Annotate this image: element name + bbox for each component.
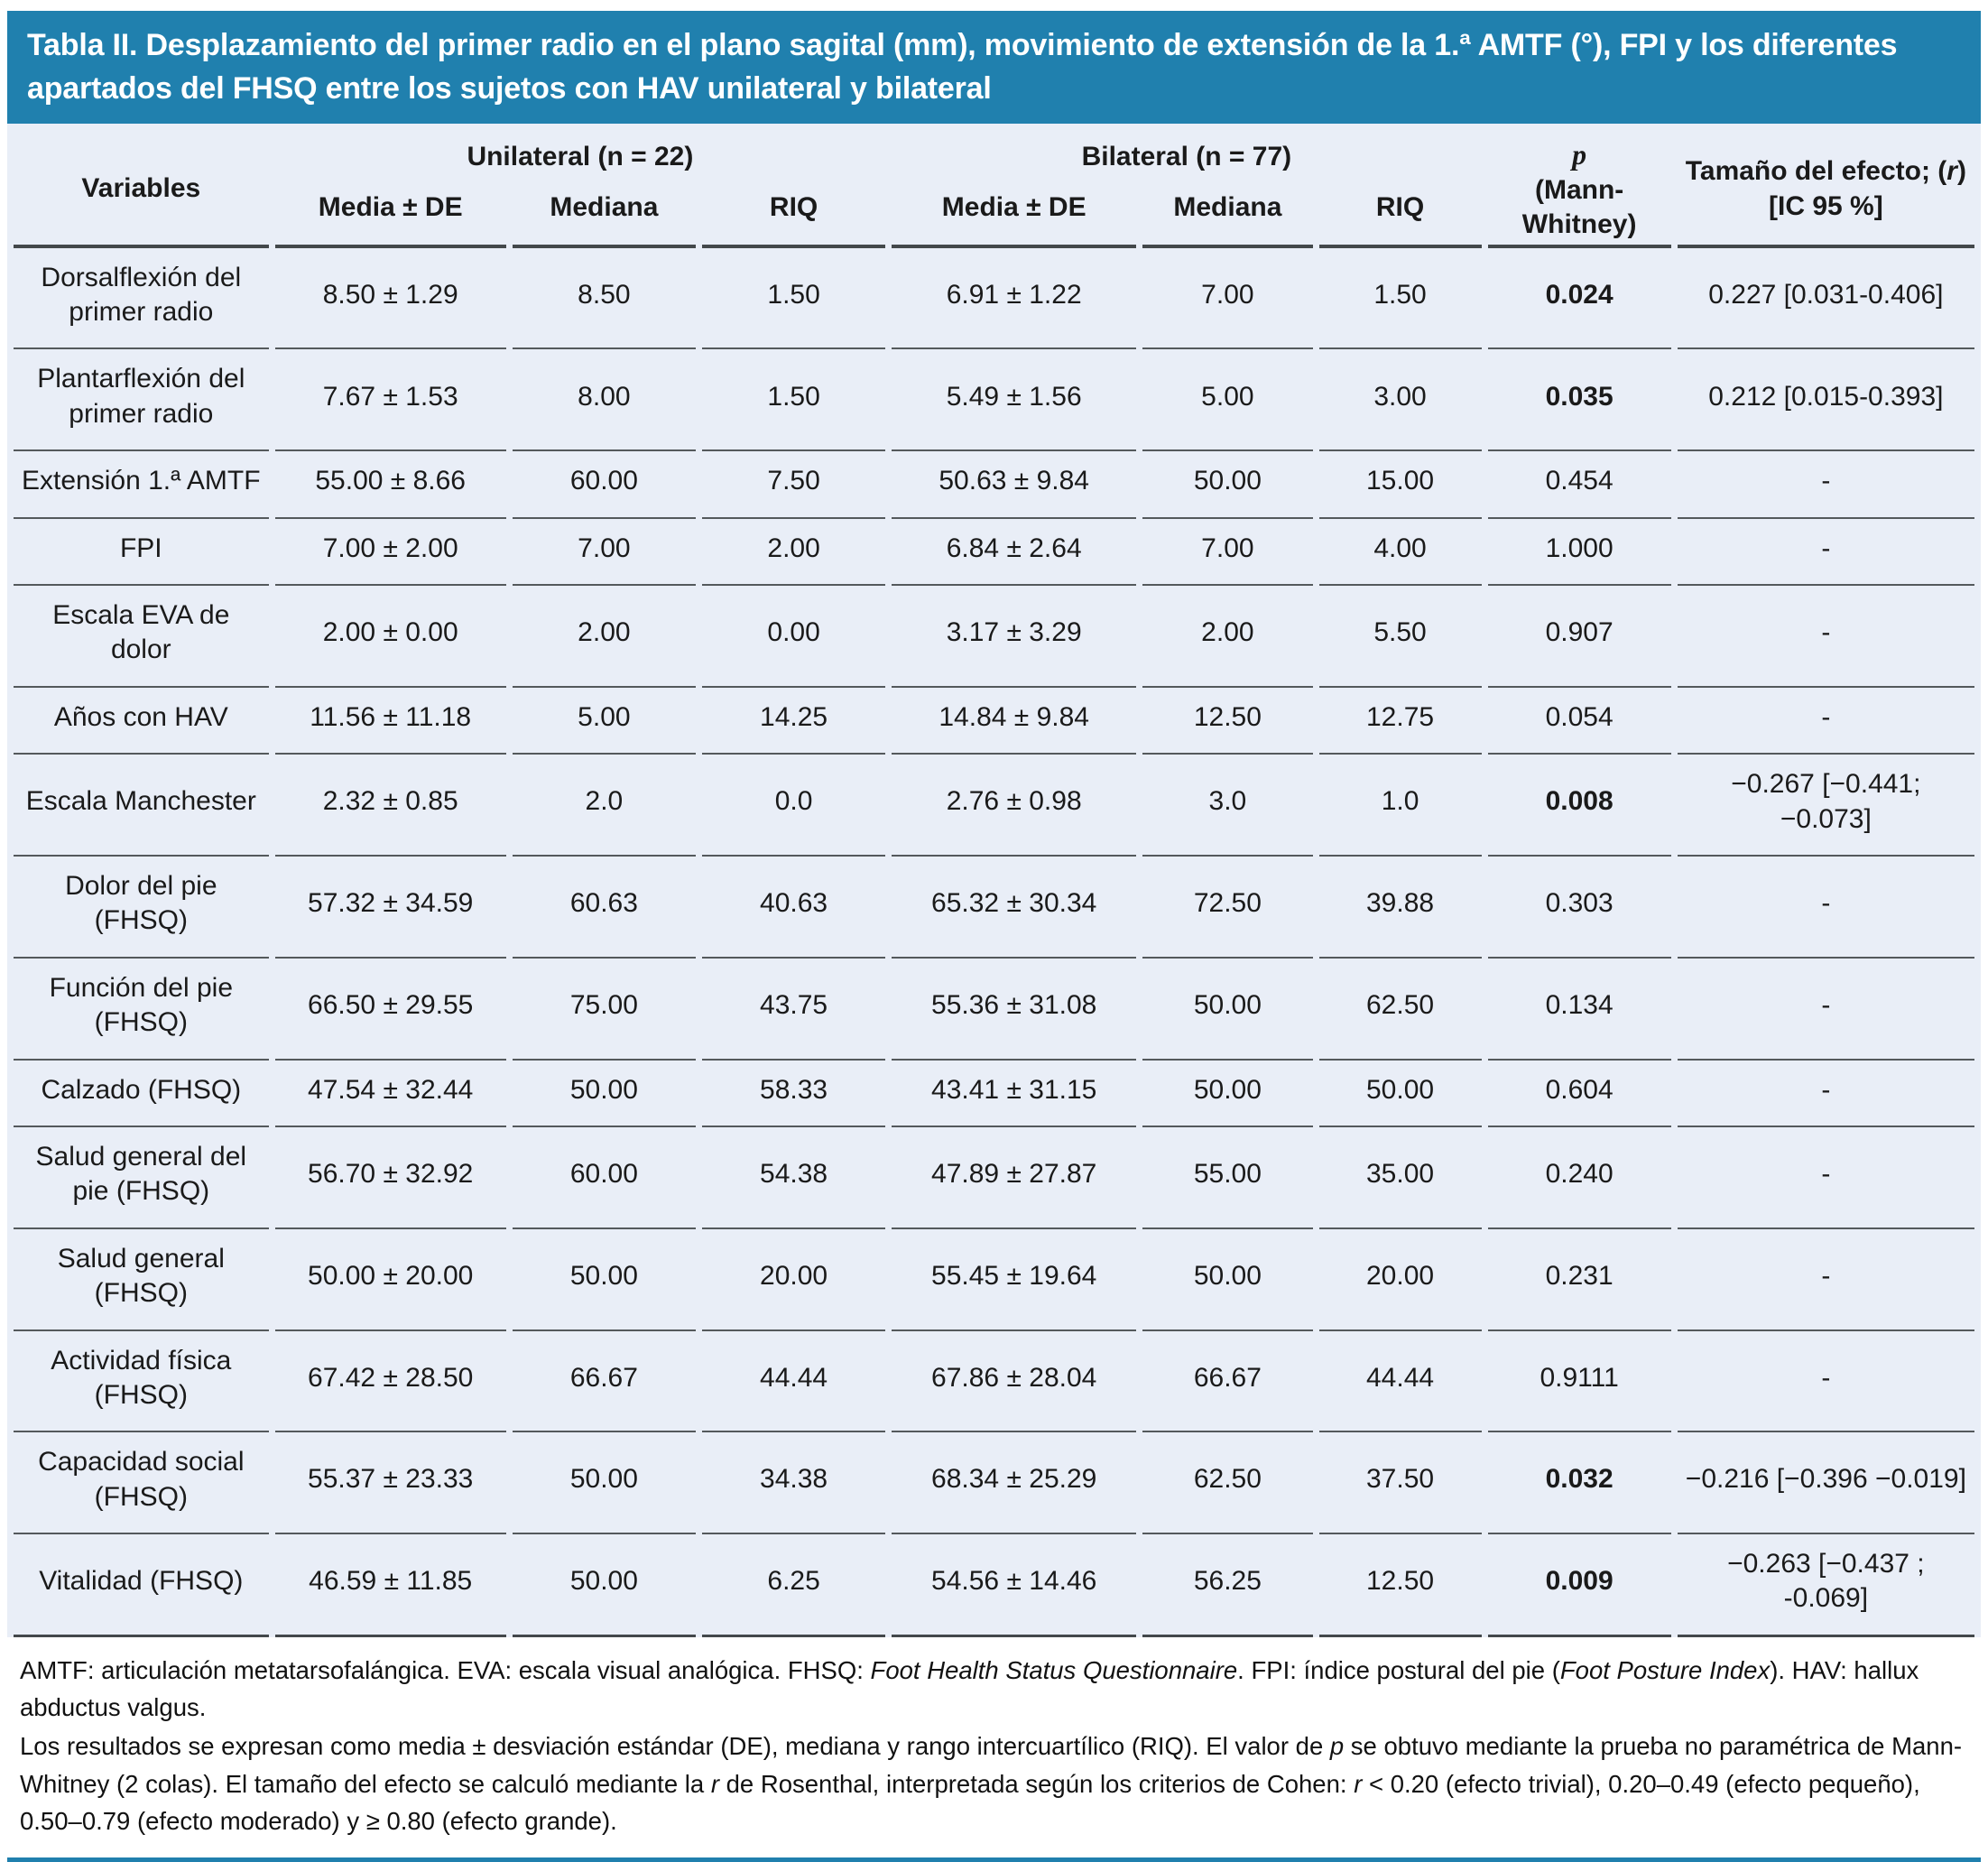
bilateral-mean-cell: 43.41 ± 31.15 [892,1061,1136,1127]
p-value-cell: 0.604 [1488,1061,1671,1127]
bilateral-riq-cell: 39.88 [1319,857,1482,959]
bilateral-median-cell: 72.50 [1142,857,1312,959]
effect-size-cell: - [1678,1331,1974,1433]
p-value-cell: 0.035 [1488,349,1671,451]
p-value-cell: 0.054 [1488,688,1671,755]
p-value-cell: 0.024 [1488,248,1671,350]
table-row [14,586,1974,688]
unilateral-riq-cell: 43.75 [702,959,885,1061]
unilateral-median-cell: 8.00 [513,349,696,451]
bilateral-riq-cell: 12.50 [1319,1534,1482,1637]
unilateral-riq-cell: 0.0 [702,755,885,857]
subheader-bil-media-de: Media ± DE [892,181,1136,248]
bilateral-mean-cell: 65.32 ± 30.34 [892,857,1136,959]
bilateral-mean-cell: 68.34 ± 25.29 [892,1432,1136,1534]
bilateral-riq-cell: 37.50 [1319,1432,1482,1534]
bilateral-mean-cell: 55.36 ± 31.08 [892,959,1136,1061]
bilateral-median-cell: 55.00 [1142,1127,1312,1229]
variable-label: Capacidad social (FHSQ) [14,1432,269,1534]
subheader-uni-media-de: Media ± DE [275,181,506,248]
table-row [14,451,1974,518]
p-value-cell: 0.9111 [1488,1331,1671,1433]
unilateral-mean-cell: 11.56 ± 11.18 [275,688,506,755]
subheader-uni-riq: RIQ [702,181,885,248]
column-header-p-value [1488,124,1671,248]
unilateral-riq-cell: 34.38 [702,1432,885,1534]
unilateral-mean-cell: 2.32 ± 0.85 [275,755,506,857]
unilateral-mean-cell: 50.00 ± 20.00 [275,1229,506,1331]
effect-size-cell: - [1678,1061,1974,1127]
bilateral-riq-cell: 1.50 [1319,248,1482,350]
effect-size-label: Tamaño del efecto; (r) [1685,156,1966,187]
variable-label: Dorsalflexión del primer radio [14,248,269,350]
table-header [14,124,1974,248]
effect-size-cell: - [1678,1229,1974,1331]
p-value-cell: 0.134 [1488,959,1671,1061]
bilateral-riq-cell: 3.00 [1319,349,1482,451]
bilateral-riq-cell: 15.00 [1319,451,1482,518]
effect-size-cell: - [1678,586,1974,688]
variable-label: Escala Manchester [14,755,269,857]
unilateral-median-cell: 7.00 [513,519,696,586]
unilateral-riq-cell: 0.00 [702,586,885,688]
bilateral-mean-cell: 50.63 ± 9.84 [892,451,1136,518]
subheader-bil-riq: RIQ [1319,181,1482,248]
unilateral-riq-cell: 58.33 [702,1061,885,1127]
unilateral-riq-cell: 14.25 [702,688,885,755]
unilateral-mean-cell: 8.50 ± 1.29 [275,248,506,350]
unilateral-mean-cell: 56.70 ± 32.92 [275,1127,506,1229]
unilateral-median-cell: 66.67 [513,1331,696,1433]
table-title: Tabla II. Desplazamiento del primer radio en el plano sagital (mm), movimiento de extensión de la 1.ª AMTF (°), FPI y los diferentes apartados del FHSQ entre los sujetos con HAV unilateral y bilateral [7,11,1981,124]
variable-label: FPI [14,519,269,586]
bilateral-riq-cell: 50.00 [1319,1061,1482,1127]
bilateral-mean-cell: 3.17 ± 3.29 [892,586,1136,688]
bilateral-median-cell: 62.50 [1142,1432,1312,1534]
subheader-uni-mediana: Mediana [513,181,696,248]
variable-label: Vitalidad (FHSQ) [14,1534,269,1637]
p-value-cell: 0.008 [1488,755,1671,857]
p-value-cell: 0.032 [1488,1432,1671,1534]
unilateral-mean-cell: 57.32 ± 34.59 [275,857,506,959]
variable-label: Escala EVA de dolor [14,586,269,688]
bilateral-mean-cell: 14.84 ± 9.84 [892,688,1136,755]
unilateral-median-cell: 2.0 [513,755,696,857]
table-row [14,959,1974,1061]
table-row [14,349,1974,451]
bilateral-riq-cell: 44.44 [1319,1331,1482,1433]
unilateral-mean-cell: 46.59 ± 11.85 [275,1534,506,1637]
bilateral-riq-cell: 20.00 [1319,1229,1482,1331]
column-header-effect-size [1678,124,1974,248]
effect-size-cell: 0.212 [0.015-0.393] [1678,349,1974,451]
p-value-cell: 0.907 [1488,586,1671,688]
effect-size-cell: 0.227 [0.031-0.406] [1678,248,1974,350]
subheader-bil-mediana: Mediana [1142,181,1312,248]
bilateral-mean-cell: 55.45 ± 19.64 [892,1229,1136,1331]
effect-size-cell: −0.267 [−0.441; −0.073] [1678,755,1974,857]
bilateral-riq-cell: 12.75 [1319,688,1482,755]
table-row [14,248,1974,350]
p-symbol: p [1572,137,1587,171]
effect-size-cell: −0.263 [−0.437 ; -0.069] [1678,1534,1974,1637]
unilateral-riq-cell: 54.38 [702,1127,885,1229]
unilateral-mean-cell: 2.00 ± 0.00 [275,586,506,688]
p-test-name: (Mann-Whitney) [1521,174,1637,240]
table-row [14,755,1974,857]
unilateral-riq-cell: 6.25 [702,1534,885,1637]
bilateral-median-cell: 50.00 [1142,451,1312,518]
unilateral-median-cell: 60.00 [513,451,696,518]
results-table [7,124,1981,1637]
footnote-line: Los resultados se expresan como media ± desviación estándar (DE), mediana y rango intercuartílico (RIQ). El valor de p se obtuvo mediante la prueba no paramétrica de Mann-Whitney (2 colas). El tamaño del efecto se calculó mediante la r de Rosenthal, interpretada según los criterios de Cohen: r < 0.20 (efecto trivial), 0.20–0.49 (efecto pequeño), 0.50–0.79 (efecto moderado) y ≥ 0.80 (efecto grande). [20,1732,1963,1835]
bilateral-median-cell: 50.00 [1142,959,1312,1061]
table-row [14,1229,1974,1331]
bilateral-median-cell: 50.00 [1142,1229,1312,1331]
table-row [14,1061,1974,1127]
effect-size-cell: - [1678,1127,1974,1229]
p-value-cell: 0.009 [1488,1534,1671,1637]
unilateral-mean-cell: 55.00 ± 8.66 [275,451,506,518]
table-row [14,857,1974,959]
unilateral-riq-cell: 2.00 [702,519,885,586]
bilateral-riq-cell: 35.00 [1319,1127,1482,1229]
bilateral-mean-cell: 6.84 ± 2.64 [892,519,1136,586]
effect-size-cell: - [1678,451,1974,518]
bilateral-riq-cell: 1.0 [1319,755,1482,857]
column-group-unilateral: Unilateral (n = 22) [467,141,694,171]
bilateral-mean-cell: 47.89 ± 27.87 [892,1127,1136,1229]
unilateral-mean-cell: 7.67 ± 1.53 [275,349,506,451]
bilateral-median-cell: 2.00 [1142,586,1312,688]
bottom-accent-rule [7,1857,1981,1862]
footnote-line: AMTF: articulación metatarsofalángica. EVA: escala visual analógica. FHSQ: Foot Health Status Questionnaire. FPI: índice postural del pie (Foot Posture Index). HAV: hallux abductus valgus. [20,1655,1919,1722]
unilateral-median-cell: 60.00 [513,1127,696,1229]
table-row [14,1432,1974,1534]
bilateral-mean-cell: 54.56 ± 14.46 [892,1534,1136,1637]
variable-label: Extensión 1.ª AMTF [14,451,269,518]
unilateral-mean-cell: 55.37 ± 23.33 [275,1432,506,1534]
unilateral-mean-cell: 67.42 ± 28.50 [275,1331,506,1433]
bilateral-riq-cell: 62.50 [1319,959,1482,1061]
p-value-cell: 0.231 [1488,1229,1671,1331]
effect-size-cell: - [1678,857,1974,959]
unilateral-mean-cell: 47.54 ± 32.44 [275,1061,506,1127]
column-header-variables: Variables [14,124,269,248]
table-row [14,1127,1974,1229]
variable-label: Años con HAV [14,688,269,755]
p-value-cell: 1.000 [1488,519,1671,586]
table-row [14,1331,1974,1433]
variable-label: Salud general del pie (FHSQ) [14,1127,269,1229]
bilateral-riq-cell: 4.00 [1319,519,1482,586]
p-value-cell: 0.240 [1488,1127,1671,1229]
effect-size-cell: - [1678,519,1974,586]
effect-size-cell: −0.216 [−0.396 −0.019] [1678,1432,1974,1534]
variable-label: Actividad física (FHSQ) [14,1331,269,1433]
bilateral-median-cell: 7.00 [1142,519,1312,586]
unilateral-mean-cell: 7.00 ± 2.00 [275,519,506,586]
unilateral-riq-cell: 1.50 [702,349,885,451]
unilateral-median-cell: 2.00 [513,586,696,688]
bilateral-median-cell: 12.50 [1142,688,1312,755]
unilateral-riq-cell: 40.63 [702,857,885,959]
unilateral-median-cell: 60.63 [513,857,696,959]
bilateral-median-cell: 56.25 [1142,1534,1312,1637]
table-body [14,248,1974,1637]
table-footnotes [7,1637,1981,1847]
table-row [14,1534,1974,1637]
unilateral-median-cell: 50.00 [513,1061,696,1127]
bilateral-median-cell: 7.00 [1142,248,1312,350]
r-symbol: r [1946,156,1957,187]
bilateral-median-cell: 50.00 [1142,1061,1312,1127]
bilateral-mean-cell: 5.49 ± 1.56 [892,349,1136,451]
bilateral-median-cell: 3.0 [1142,755,1312,857]
bilateral-riq-cell: 5.50 [1319,586,1482,688]
unilateral-median-cell: 50.00 [513,1432,696,1534]
effect-size-cell: - [1678,959,1974,1061]
variable-label: Salud general (FHSQ) [14,1229,269,1331]
unilateral-riq-cell: 7.50 [702,451,885,518]
variable-label: Calzado (FHSQ) [14,1061,269,1127]
bilateral-mean-cell: 2.76 ± 0.98 [892,755,1136,857]
unilateral-median-cell: 50.00 [513,1534,696,1637]
bilateral-median-cell: 66.67 [1142,1331,1312,1433]
unilateral-riq-cell: 44.44 [702,1331,885,1433]
bilateral-median-cell: 5.00 [1142,349,1312,451]
p-value-cell: 0.303 [1488,857,1671,959]
effect-size-ci-label: [IC 95 %] [1769,190,1883,221]
unilateral-mean-cell: 66.50 ± 29.55 [275,959,506,1061]
unilateral-median-cell: 5.00 [513,688,696,755]
table-row [14,688,1974,755]
unilateral-median-cell: 50.00 [513,1229,696,1331]
column-group-bilateral: Bilateral (n = 77) [1081,141,1292,171]
bilateral-mean-cell: 67.86 ± 28.04 [892,1331,1136,1433]
variable-label: Dolor del pie (FHSQ) [14,857,269,959]
unilateral-median-cell: 75.00 [513,959,696,1061]
table-row [14,519,1974,586]
unilateral-riq-cell: 20.00 [702,1229,885,1331]
p-value-cell: 0.454 [1488,451,1671,518]
variable-label: Plantarflexión del primer radio [14,349,269,451]
unilateral-riq-cell: 1.50 [702,248,885,350]
variable-label: Función del pie (FHSQ) [14,959,269,1061]
bilateral-mean-cell: 6.91 ± 1.22 [892,248,1136,350]
effect-size-cell: - [1678,688,1974,755]
unilateral-median-cell: 8.50 [513,248,696,350]
